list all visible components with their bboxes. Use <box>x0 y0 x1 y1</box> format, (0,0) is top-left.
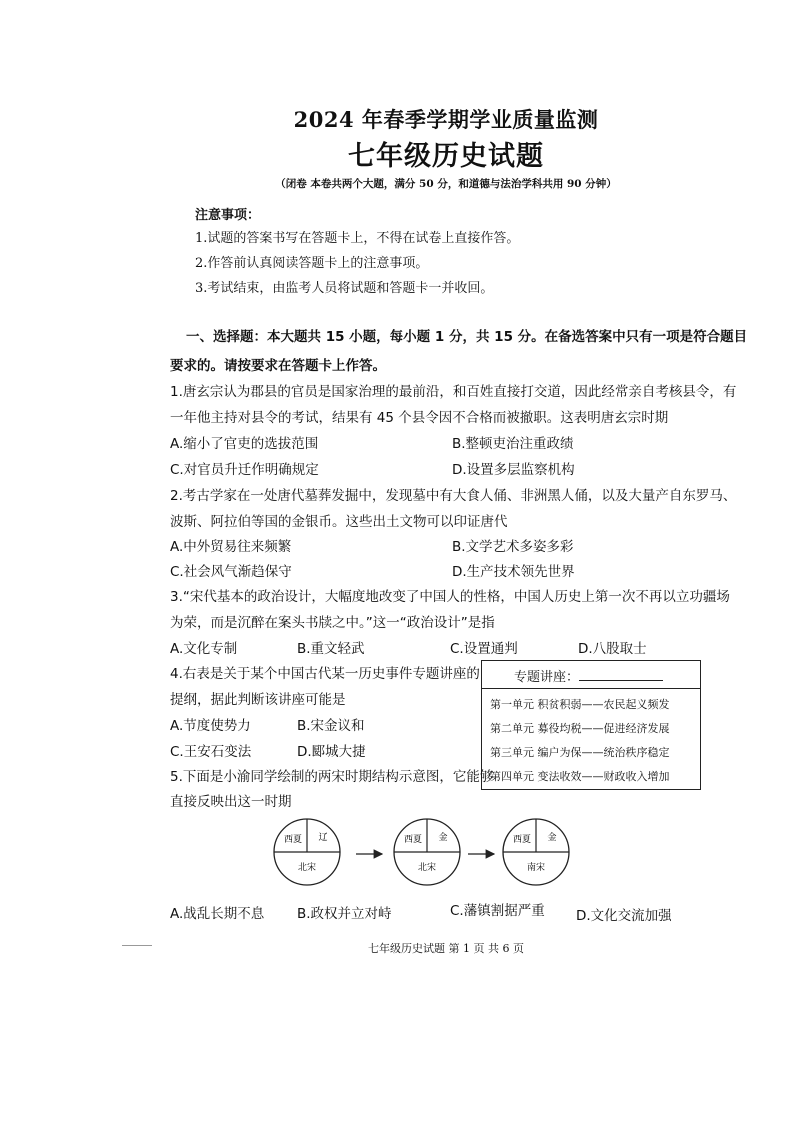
diagram-label: 西夏 <box>512 835 532 845</box>
notice-item: 3.考试结束，由监考人员将试题和答题卡一并收回。 <box>195 281 494 296</box>
lecture-outline-table <box>481 660 701 790</box>
q4-stem-cont: 提纲，据此判断该讲座可能是 <box>170 692 346 708</box>
q2-option-c: C.社会风气渐趋保守 <box>170 564 292 580</box>
q1-stem-cont: 一年他主持对县令的考试，结果有 45 个县令因不合格而被撤职。这表明唐玄宗时期 <box>170 410 669 426</box>
q5-option-b: B.政权并立对峙 <box>297 906 392 922</box>
diagram-label: 北宋 <box>417 863 437 873</box>
song-structure-diagram <box>270 810 610 900</box>
diagram-label: 西夏 <box>283 835 303 845</box>
lecture-divider <box>482 688 700 689</box>
diagram-label: 辽 <box>318 833 328 843</box>
q4-option-d: D.郾城大捷 <box>297 744 366 760</box>
lecture-title <box>482 666 700 685</box>
q3-option-c: C.设置通判 <box>450 641 518 657</box>
diagram-label: 西夏 <box>403 835 423 845</box>
q1-option-c: C.对官员升迁作明确规定 <box>170 462 319 478</box>
q1-option-a: A.缩小了官吏的选拔范围 <box>170 436 319 452</box>
q2-option-d: D.生产技术领先世界 <box>452 564 575 580</box>
lecture-unit: 第一单元 积贫积弱——农民起义频发 <box>490 698 670 711</box>
exam-subnote: （闭卷 本卷共两个大题，满分 50 分，和道德与法治学科共用 90 分钟） <box>275 178 617 190</box>
q3-stem-cont: 为荣，而是沉醉在案头书牍之中。”这一“政治设计”是指 <box>170 615 495 631</box>
q5-stem: 5.下面是小渝同学绘制的两宋时期结构示意图，它能够 <box>170 769 494 785</box>
section1-heading-cont: 要求的。请按要求在答题卡上作答。 <box>170 358 386 374</box>
q5-stem-cont: 直接反映出这一时期 <box>170 794 292 810</box>
page-footer: 七年级历史试题 第 1 页 共 6 页 <box>368 942 524 955</box>
q2-stem-cont: 波斯、阿拉伯等国的金银币。这些出土文物可以印证唐代 <box>170 514 508 530</box>
q2-option-b: B.文学艺术多姿多彩 <box>452 539 574 555</box>
q4-option-a: A.节度使势力 <box>170 718 251 734</box>
exam-title-line1: 2024 年春季学期学业质量监测 <box>293 107 599 132</box>
lecture-title-blank <box>579 668 663 681</box>
q5-option-d: D.文化交流加强 <box>576 908 672 924</box>
q3-option-d: D.八股取士 <box>578 641 647 657</box>
lecture-unit: 第四单元 变法收效——财政收入增加 <box>490 770 670 783</box>
notice-item: 1.试题的答案书写在答题卡上，不得在试卷上直接作答。 <box>195 231 520 246</box>
q2-stem: 2.考古学家在一处唐代墓葬发掘中，发现墓中有大食人俑、非洲黑人俑，以及大量产自东罗马、 <box>170 488 737 504</box>
q4-stem: 4.右表是关于某个中国古代某一历史事件专题讲座的 <box>170 666 480 682</box>
lecture-unit: 第二单元 募役均税——促进经济发展 <box>490 722 670 735</box>
q2-option-a: A.中外贸易往来频繁 <box>170 539 292 555</box>
q1-option-b: B.整顿吏治注重政绩 <box>452 436 574 452</box>
diagram-circle-2 <box>394 819 460 885</box>
diagram-label: 金 <box>547 833 557 843</box>
q4-option-c: C.王安石变法 <box>170 744 252 760</box>
diagram-circle-1 <box>274 819 340 885</box>
exam-title-line2: 七年级历史试题 <box>348 141 544 172</box>
notice-heading: 注意事项： <box>195 208 261 223</box>
q4-option-b: B.宋金议和 <box>297 718 365 734</box>
diagram-label: 北宋 <box>297 863 317 873</box>
diagram-circle-3 <box>503 819 569 885</box>
notice-item: 2.作答前认真阅读答题卡上的注意事项。 <box>195 256 429 271</box>
q3-option-a: A.文化专制 <box>170 641 238 657</box>
diagram-label: 金 <box>438 833 448 843</box>
q3-option-b: B.重文轻武 <box>297 641 365 657</box>
section1-heading: 一、选择题：本大题共 15 小题，每小题 1 分，共 15 分。在备选答案中只有一项是符合题目 <box>186 329 748 345</box>
lecture-title-label: 专题讲座： <box>514 670 580 685</box>
q3-stem: 3.“宋代基本的政治设计，大幅度地改变了中国人的性格，中国人历史上第一次不再以立功疆场 <box>170 589 730 605</box>
q5-option-c: C.藩镇割据严重 <box>450 903 545 919</box>
diagram-label: 南宋 <box>526 863 546 873</box>
lecture-unit: 第三单元 编户为保——统治秩序稳定 <box>490 746 670 759</box>
q1-stem: 1.唐玄宗认为郡县的官员是国家治理的最前沿，和百姓直接打交道，因此经常亲自考核县令，有 <box>170 384 737 400</box>
q1-option-d: D.设置多层监察机构 <box>452 462 575 478</box>
q5-option-a: A.战乱长期不息 <box>170 906 265 922</box>
